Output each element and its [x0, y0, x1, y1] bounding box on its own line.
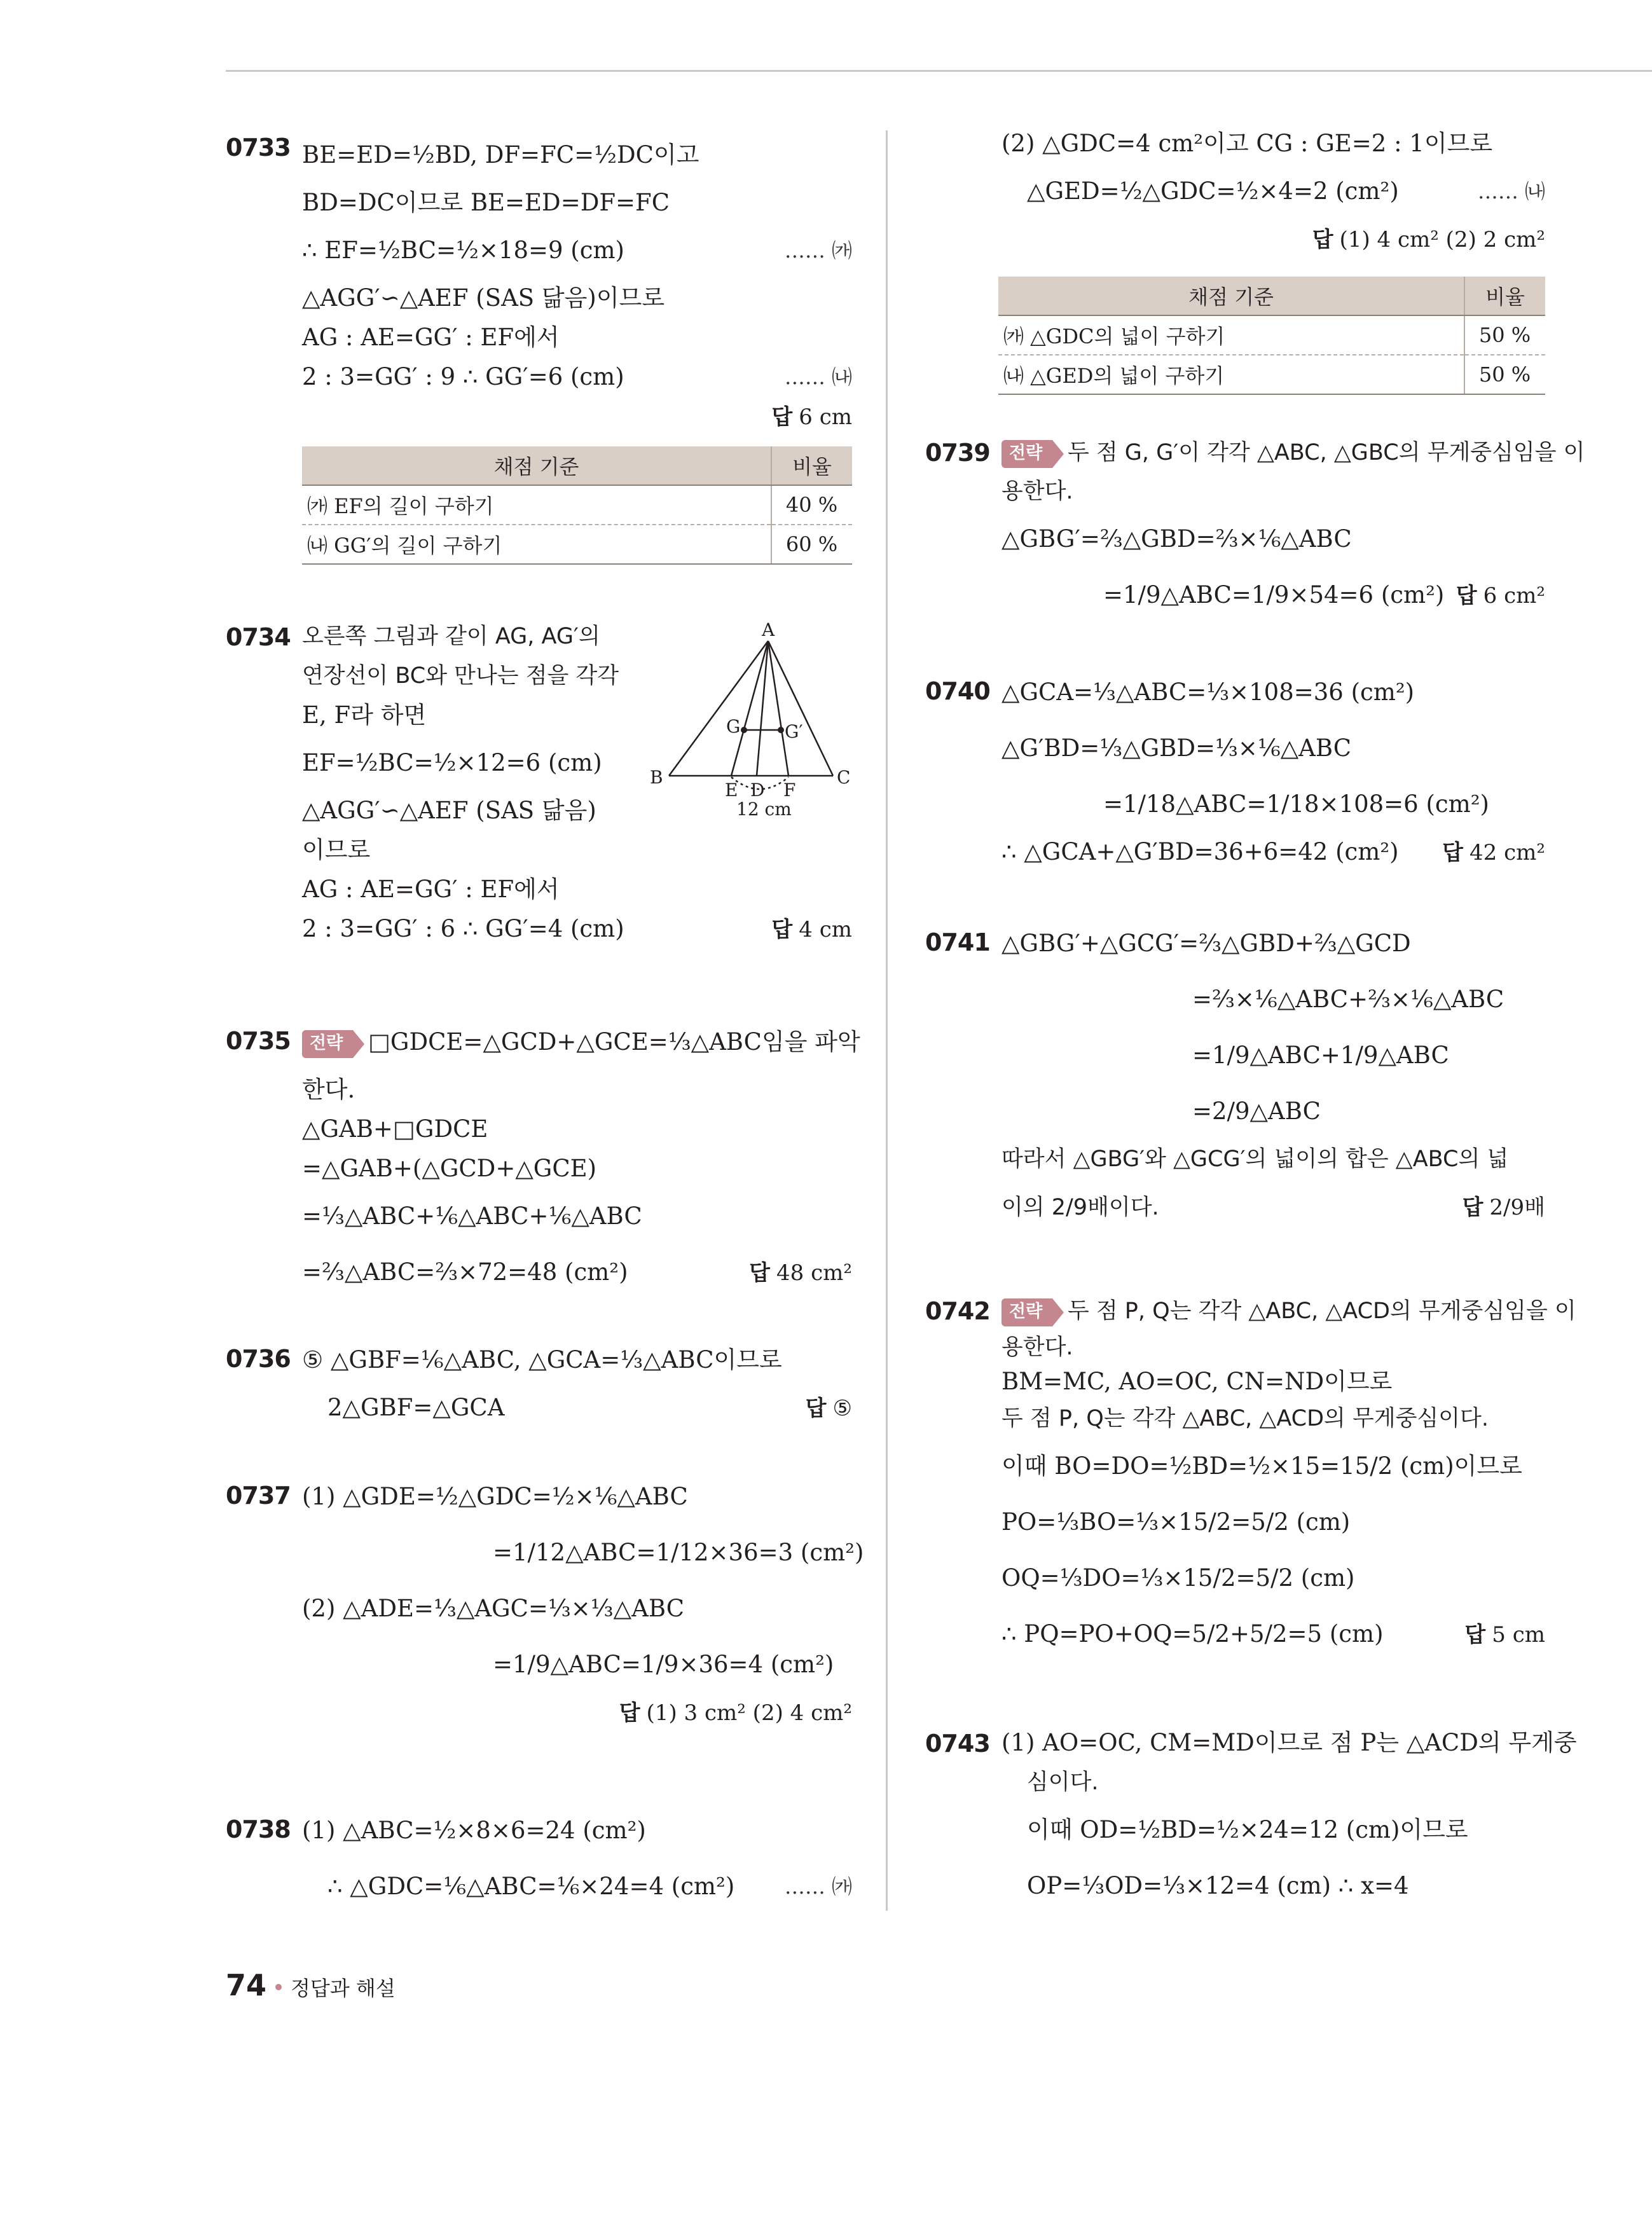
label-g2: G′ — [785, 721, 803, 742]
solution-line: △GED=½△GDC=½×4=2 (cm²) — [1027, 177, 1399, 205]
strategy-badge: 전략 — [1002, 1298, 1052, 1326]
point-g — [741, 727, 747, 733]
column-divider — [886, 130, 888, 1911]
label-d: D — [750, 780, 765, 801]
solution-line: △GAB+□GDCE — [302, 1115, 488, 1143]
grading-ratio: 50 % — [1464, 315, 1545, 355]
solution-line: =1/9△ABC=1/9×54=6 (cm²) — [1103, 581, 1445, 609]
label-length: 12 cm — [736, 799, 792, 820]
solution-line: △GBG′+△GCG′=⅔△GBD+⅔△GCD — [1002, 930, 1411, 957]
solution-line: 2 : 3=GG′ : 9 ∴ GG′=6 (cm) — [302, 363, 624, 390]
label-a: A — [762, 619, 775, 640]
label-c: C — [837, 767, 851, 788]
grading-criterion: ㈏ GG′의 길이 구하기 — [302, 525, 771, 564]
solution-line: =2/9△ABC — [1192, 1098, 1321, 1125]
solution-line: EF=½BC=½×12=6 (cm) — [302, 749, 602, 776]
solution-line: E, F라 하면 — [302, 701, 427, 729]
answer-value: 6 cm² — [1483, 583, 1545, 609]
problem-number: 0742 — [925, 1297, 990, 1325]
problem-number: 0736 — [226, 1345, 291, 1373]
grading-criterion: ㈏ △GED의 넓이 구하기 — [998, 355, 1464, 394]
solution-line: =⅔△ABC=⅔×72=48 (cm²) — [302, 1258, 628, 1286]
answer-value: (1) 3 cm² (2) 4 cm² — [646, 1700, 852, 1726]
solution-line: 2 : 3=GG′ : 6 ∴ GG′=4 (cm) — [302, 915, 624, 942]
answer-value: 42 cm² — [1470, 840, 1545, 865]
grading-mark: …… ㈎ — [784, 1875, 852, 1899]
page-footer — [226, 1968, 396, 2002]
problem-number: 0737 — [226, 1482, 291, 1510]
solution-line: BD=DC이므로 BE=ED=DF=FC — [302, 189, 670, 216]
solution-line: ∴ EF=½BC=½×18=9 (cm) — [302, 237, 624, 264]
solution-line: =1/18△ABC=1/18×108=6 (cm²) — [1103, 790, 1489, 818]
answer-label: 답 — [805, 1396, 827, 1421]
answer — [302, 1693, 852, 1732]
answer-label: 답 — [1464, 1622, 1486, 1648]
solution-line: (2) △GDC=4 cm²이고 CG : GE=2 : 1이므로 — [1002, 130, 1493, 157]
solution-line: AG : AE=GG′ : EF에서 — [302, 876, 560, 903]
top-rule — [226, 70, 1652, 72]
strategy-badge: 전략 — [302, 1030, 353, 1058]
problem-number: 0741 — [925, 928, 990, 956]
grading-ratio: 40 % — [771, 485, 852, 525]
strategy-badge: 전략 — [1002, 440, 1052, 468]
grading-header: 채점 기준 — [998, 277, 1464, 315]
answer-label: 답 — [771, 404, 793, 430]
solution-line: =1/12△ABC=1/12×36=3 (cm²) — [493, 1539, 864, 1566]
problem-number: 0735 — [226, 1027, 291, 1055]
grading-criterion: ㈎ △GDC의 넓이 구하기 — [998, 315, 1464, 355]
solution-line: =1/9△ABC+1/9△ABC — [1192, 1042, 1449, 1069]
footer-title: 정답과 해설 — [291, 1976, 396, 2000]
strategy-text: 두 점 P, Q는 각각 △ABC, △ACD의 무게중심임을 이 — [1067, 1298, 1576, 1324]
strategy-text: 두 점 G, G′이 각각 △ABC, △GBC의 무게중심임을 이 — [1067, 440, 1585, 465]
solution-line: 이때 OD=½BD=½×24=12 (cm)이므로 — [1027, 1816, 1468, 1843]
solution-line: OQ=⅓DO=⅓×15/2=5/2 (cm) — [1002, 1564, 1355, 1592]
grading-mark: …… ㈏ — [784, 365, 852, 389]
problem-number: 0743 — [925, 1730, 990, 1758]
footer-dot — [275, 1984, 282, 1990]
answer-value: ⑤ — [832, 1396, 852, 1421]
problem-number: 0738 — [226, 1815, 291, 1843]
answer — [302, 397, 852, 436]
solution-line: 연장선이 BC와 만나는 점을 각각 — [302, 663, 619, 689]
solution-line: △GCA=⅓△ABC=⅓×108=36 (cm²) — [1002, 678, 1415, 706]
ratio-header: 비율 — [771, 446, 852, 485]
answer-value: 6 cm — [799, 404, 852, 430]
problem-number: 0739 — [925, 439, 990, 467]
solution-line: BM=MC, AO=OC, CN=ND이므로 — [1002, 1368, 1393, 1395]
solution-line: =1/9△ABC=1/9×36=4 (cm²) — [493, 1651, 834, 1678]
solution-line: BE=ED=½BD, DF=FC=½DC이고 — [302, 141, 699, 169]
grading-header: 채점 기준 — [302, 446, 771, 485]
solution-line: =⅔×⅙△ABC+⅔×⅙△ABC — [1192, 986, 1504, 1013]
strategy-text: □GDCE=△GCD+△GCE=⅓△ABC임을 파악 — [368, 1028, 860, 1056]
answer-value: 5 cm — [1492, 1622, 1545, 1648]
solution-line: ∴ △GDC=⅙△ABC=⅙×24=4 (cm²) — [327, 1873, 735, 1900]
solution-line: △GBG′=⅔△GBD=⅔×⅙△ABC — [1002, 525, 1352, 553]
solution-line: (2) △ADE=⅓△AGC=⅓×⅓△ABC — [302, 1595, 685, 1622]
side-ab — [669, 641, 768, 776]
answer-label: 답 — [749, 1260, 771, 1286]
solution-line: △AGG′∽△AEF (SAS 닮음)이므로 — [302, 284, 665, 312]
solution-line: 이의 2/9배이다. — [1002, 1195, 1159, 1220]
answer-value: (1) 4 cm² (2) 2 cm² — [1339, 227, 1545, 252]
solution-line: 이때 BO=DO=½BD=½×15=15/2 (cm)이므로 — [1002, 1452, 1522, 1480]
grading-table — [302, 446, 852, 565]
solution-line: PO=⅓BO=⅓×15/2=5/2 (cm) — [1002, 1508, 1351, 1536]
solution-line: =⅓△ABC+⅙△ABC+⅙△ABC — [302, 1202, 642, 1230]
solution-line: =△GAB+(△GCD+△GCE) — [302, 1155, 597, 1182]
solution-line: 두 점 P, Q는 각각 △ABC, △ACD의 무게중심이다. — [1002, 1406, 1489, 1431]
answer-value: 2/9배 — [1489, 1195, 1545, 1220]
solution-line: (1) AO=OC, CM=MD이므로 점 P는 △ACD의 무게중 — [1002, 1729, 1577, 1756]
solution-line: △AGG′∽△AEF (SAS 닮음) — [302, 797, 596, 824]
grading-table — [998, 277, 1545, 395]
grading-ratio: 60 % — [771, 525, 852, 564]
solution-line: 한다. — [302, 1076, 355, 1103]
solution-line: ∴ PQ=PO+OQ=5/2+5/2=5 (cm) — [1002, 1620, 1384, 1648]
problem-number: 0740 — [925, 677, 990, 705]
solution-line: 오른쪽 그림과 같이 AG, AG′의 — [302, 624, 600, 649]
solution-line: AG : AE=GG′ : EF에서 — [302, 324, 560, 351]
solution-line: 용한다. — [1002, 479, 1073, 504]
solution-line: OP=⅓OD=⅓×12=4 (cm) ∴ x=4 — [1027, 1872, 1409, 1899]
solution-line: 용한다. — [1002, 1335, 1073, 1360]
grading-criterion: ㈎ EF의 길이 구하기 — [302, 485, 771, 525]
answer-label: 답 — [1312, 227, 1333, 252]
solution-line: (1) △ABC=½×8×6=24 (cm²) — [302, 1817, 646, 1844]
solution-line: 2△GBF=△GCA — [327, 1394, 505, 1421]
answer-label: 답 — [771, 917, 793, 942]
point-g2 — [778, 727, 784, 733]
answer-label: 답 — [619, 1700, 640, 1726]
solution-line: ⑤ △GBF=⅙△ABC, △GCA=⅓△ABC이므로 — [302, 1346, 782, 1373]
answer — [1002, 219, 1545, 259]
solution-line: (1) △GDE=½△GDC=½×⅙△ABC — [302, 1483, 688, 1510]
page-number: 74 — [226, 1968, 267, 2002]
solution-line: 심이다. — [1027, 1770, 1099, 1795]
problem-number: 0734 — [226, 623, 291, 651]
label-f: F — [783, 780, 796, 801]
label-b: B — [650, 767, 663, 788]
solution-line: △G′BD=⅓△GBD=⅓×⅙△ABC — [1002, 734, 1352, 762]
grading-mark: …… ㈎ — [784, 238, 852, 263]
answer-label: 답 — [1442, 840, 1464, 865]
ratio-header: 비율 — [1464, 277, 1545, 315]
solution-line: 따라서 △GBG′와 △GCG′의 넓이의 합은 △ABC의 넓 — [1002, 1146, 1509, 1172]
problem-number: 0733 — [226, 134, 291, 162]
answer-value: 48 cm² — [776, 1260, 852, 1286]
answer-value: 4 cm — [799, 917, 852, 942]
answer-label: 답 — [1456, 583, 1477, 609]
answer-label: 답 — [1462, 1195, 1483, 1220]
triangle-figure — [642, 617, 852, 827]
grading-mark: …… ㈏ — [1477, 179, 1545, 203]
solution-line: 이므로 — [302, 836, 371, 864]
label-e: E — [725, 780, 738, 801]
grading-ratio: 50 % — [1464, 355, 1545, 394]
solution-line: ∴ △GCA+△G′BD=36+6=42 (cm²) — [1002, 838, 1399, 865]
label-g: G — [726, 716, 741, 737]
